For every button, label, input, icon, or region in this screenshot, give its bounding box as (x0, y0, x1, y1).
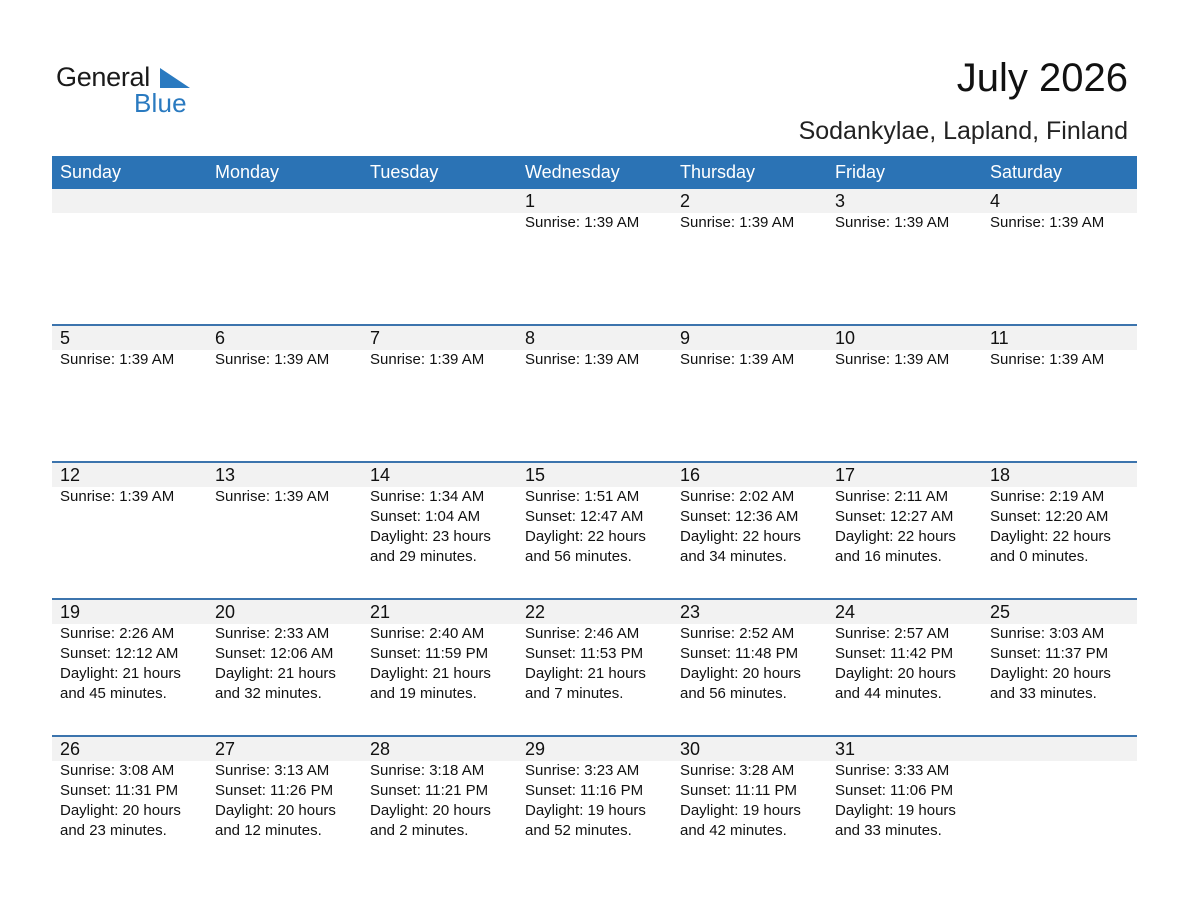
daylight-hours-text: Daylight: 23 hours (370, 528, 491, 545)
day-number: 25 (990, 602, 1011, 622)
day-number: 16 (680, 465, 701, 485)
day-number: 28 (370, 739, 391, 759)
weekday-tuesday: Tuesday (370, 162, 439, 182)
sunset-text: Sunset: 11:31 PM (60, 782, 179, 799)
day-number: 21 (370, 602, 391, 622)
sunrise-text: Sunrise: 2:40 AM (370, 625, 485, 642)
logo-text-blue: Blue (134, 88, 187, 118)
sunrise-text: Sunrise: 2:52 AM (680, 625, 795, 642)
sunrise-text: Sunrise: 1:39 AM (990, 351, 1105, 368)
week-row (52, 324, 1137, 461)
daylight-minutes-text: and 56 minutes. (525, 548, 632, 565)
daylight-hours-text: Daylight: 20 hours (680, 665, 801, 682)
sunrise-text: Sunrise: 1:39 AM (370, 351, 485, 368)
daylight-minutes-text: and 34 minutes. (680, 548, 787, 565)
sunrise-text: Sunrise: 3:18 AM (370, 762, 485, 779)
day-number: 31 (835, 739, 856, 759)
day-number: 30 (680, 739, 701, 759)
week-cells (52, 737, 1137, 841)
daylight-minutes-text: and 32 minutes. (215, 685, 322, 702)
sunrise-text: Sunrise: 2:46 AM (525, 625, 640, 642)
daylight-hours-text: Daylight: 21 hours (215, 665, 336, 682)
sunrise-text: Sunrise: 2:19 AM (990, 488, 1105, 505)
daylight-hours-text: Daylight: 22 hours (525, 528, 646, 545)
sunrise-text: Sunrise: 2:57 AM (835, 625, 950, 642)
day-cell (672, 737, 827, 841)
daylight-minutes-text: and 2 minutes. (370, 822, 469, 839)
weekday-wednesday: Wednesday (525, 162, 620, 182)
sunrise-text: Sunrise: 1:39 AM (835, 214, 950, 231)
daylight-hours-text: Daylight: 20 hours (215, 802, 336, 819)
page-title: July 2026 (956, 56, 1128, 100)
day-number: 14 (370, 465, 391, 485)
day-cell (982, 463, 1137, 567)
day-number: 29 (525, 739, 546, 759)
day-number: 1 (525, 191, 536, 211)
day-number: 8 (525, 328, 536, 348)
sunrise-text: Sunrise: 3:28 AM (680, 762, 795, 779)
sunrise-text: Sunrise: 1:51 AM (525, 488, 640, 505)
day-cell (362, 737, 517, 841)
daylight-hours-text: Daylight: 19 hours (835, 802, 956, 819)
week-cells (52, 600, 1137, 704)
daylight-hours-text: Daylight: 22 hours (835, 528, 956, 545)
week-row (52, 461, 1137, 598)
day-number (215, 189, 362, 213)
sunset-text: Sunset: 12:06 AM (215, 645, 334, 662)
day-number: 15 (525, 465, 546, 485)
day-number: 9 (680, 328, 691, 348)
daylight-minutes-text: and 44 minutes. (835, 685, 942, 702)
day-cell (672, 600, 827, 704)
day-cell (517, 600, 672, 704)
day-number: 2 (680, 191, 691, 211)
weekday-friday: Friday (835, 162, 886, 182)
brand-logo (56, 64, 196, 120)
day-number: 12 (60, 465, 81, 485)
day-cell (52, 189, 207, 233)
weekday-thursday: Thursday (680, 162, 756, 182)
day-number: 26 (60, 739, 81, 759)
weekday-header-row (52, 156, 1137, 189)
sunrise-text: Sunrise: 1:39 AM (60, 488, 175, 505)
day-cell (52, 326, 207, 370)
day-cell (362, 326, 517, 370)
day-cell (827, 189, 982, 233)
sunrise-text: Sunrise: 3:03 AM (990, 625, 1105, 642)
day-number: 27 (215, 739, 236, 759)
weekday-monday: Monday (215, 162, 280, 182)
sunrise-text: Sunrise: 1:39 AM (835, 351, 950, 368)
sunrise-text: Sunrise: 1:39 AM (680, 351, 795, 368)
sunset-text: Sunset: 12:36 AM (680, 508, 799, 525)
day-number: 20 (215, 602, 236, 622)
daylight-hours-text: Daylight: 21 hours (60, 665, 181, 682)
day-number: 3 (835, 191, 846, 211)
day-cell (982, 737, 1137, 841)
daylight-hours-text: Daylight: 20 hours (60, 802, 181, 819)
day-cell (207, 737, 362, 841)
sunset-text: Sunset: 1:04 AM (370, 508, 481, 525)
daylight-hours-text: Daylight: 22 hours (680, 528, 801, 545)
sunrise-text: Sunrise: 3:13 AM (215, 762, 330, 779)
sunset-text: Sunset: 11:59 PM (370, 645, 489, 662)
daylight-hours-text: Daylight: 20 hours (370, 802, 491, 819)
day-cell (672, 463, 827, 567)
day-number: 22 (525, 602, 546, 622)
day-cell (982, 600, 1137, 704)
week-row (52, 598, 1137, 735)
daylight-minutes-text: and 23 minutes. (60, 822, 167, 839)
day-number: 6 (215, 328, 226, 348)
day-number: 10 (835, 328, 856, 348)
sunset-text: Sunset: 11:42 PM (835, 645, 954, 662)
day-cell (827, 463, 982, 567)
week-cells (52, 189, 1137, 233)
calendar-grid (52, 156, 1137, 872)
weekday-sunday: Sunday (60, 162, 122, 182)
daylight-hours-text: Daylight: 22 hours (990, 528, 1111, 545)
sunrise-text: Sunrise: 1:39 AM (990, 214, 1105, 231)
sunrise-text: Sunrise: 2:11 AM (835, 488, 949, 505)
sunset-text: Sunset: 12:27 AM (835, 508, 954, 525)
day-number: 11 (990, 328, 1009, 348)
daylight-hours-text: Daylight: 21 hours (525, 665, 646, 682)
daylight-hours-text: Daylight: 19 hours (525, 802, 646, 819)
day-number: 23 (680, 602, 701, 622)
day-cell (982, 326, 1137, 370)
sunset-text: Sunset: 12:20 AM (990, 508, 1109, 525)
day-number: 17 (835, 465, 856, 485)
day-cell (827, 600, 982, 704)
daylight-hours-text: Daylight: 20 hours (990, 665, 1111, 682)
day-cell (672, 326, 827, 370)
day-cell (207, 189, 362, 233)
day-cell (827, 737, 982, 841)
sunrise-text: Sunrise: 1:39 AM (680, 214, 795, 231)
week-cells (52, 326, 1137, 370)
daylight-minutes-text: and 42 minutes. (680, 822, 787, 839)
daylight-minutes-text: and 33 minutes. (835, 822, 942, 839)
sunrise-text: Sunrise: 3:33 AM (835, 762, 950, 779)
daylight-minutes-text: and 33 minutes. (990, 685, 1097, 702)
day-number (990, 737, 1137, 761)
day-number: 13 (215, 465, 236, 485)
day-cell (207, 463, 362, 567)
sunrise-text: Sunrise: 2:02 AM (680, 488, 795, 505)
sunset-text: Sunset: 11:11 PM (680, 782, 798, 799)
daylight-minutes-text: and 29 minutes. (370, 548, 477, 565)
daylight-minutes-text: and 7 minutes. (525, 685, 624, 702)
daylight-minutes-text: and 16 minutes. (835, 548, 942, 565)
week-row (52, 735, 1137, 872)
daylight-minutes-text: and 52 minutes. (525, 822, 632, 839)
day-number: 4 (990, 191, 1001, 211)
sunrise-text: Sunrise: 1:39 AM (525, 351, 640, 368)
sunrise-text: Sunrise: 2:33 AM (215, 625, 330, 642)
logo-text-general: General (56, 62, 150, 92)
day-cell (517, 463, 672, 567)
daylight-minutes-text: and 56 minutes. (680, 685, 787, 702)
daylight-hours-text: Daylight: 20 hours (835, 665, 956, 682)
sunrise-text: Sunrise: 1:34 AM (370, 488, 485, 505)
sunset-text: Sunset: 11:16 PM (525, 782, 644, 799)
sunrise-text: Sunrise: 3:08 AM (60, 762, 175, 779)
sunset-text: Sunset: 11:37 PM (990, 645, 1109, 662)
daylight-minutes-text: and 19 minutes. (370, 685, 477, 702)
sunset-text: Sunset: 12:12 AM (60, 645, 179, 662)
sunrise-text: Sunrise: 1:39 AM (60, 351, 175, 368)
sunrise-text: Sunrise: 3:23 AM (525, 762, 640, 779)
day-number: 5 (60, 328, 71, 348)
day-number (370, 189, 517, 213)
sunset-text: Sunset: 11:53 PM (525, 645, 644, 662)
sunrise-text: Sunrise: 1:39 AM (215, 351, 330, 368)
daylight-minutes-text: and 0 minutes. (990, 548, 1089, 565)
day-cell (982, 189, 1137, 233)
day-cell (207, 600, 362, 704)
sunset-text: Sunset: 11:21 PM (370, 782, 489, 799)
day-number: 19 (60, 602, 81, 622)
daylight-minutes-text: and 12 minutes. (215, 822, 322, 839)
daylight-hours-text: Daylight: 19 hours (680, 802, 801, 819)
week-row (52, 189, 1137, 324)
daylight-minutes-text: and 45 minutes. (60, 685, 167, 702)
sunset-text: Sunset: 11:06 PM (835, 782, 954, 799)
sunrise-text: Sunrise: 2:26 AM (60, 625, 175, 642)
day-cell (362, 600, 517, 704)
day-cell (52, 600, 207, 704)
daylight-hours-text: Daylight: 21 hours (370, 665, 491, 682)
weeks-container (52, 189, 1137, 872)
sunrise-text: Sunrise: 1:39 AM (215, 488, 330, 505)
sunset-text: Sunset: 11:26 PM (215, 782, 334, 799)
day-cell (517, 737, 672, 841)
day-cell (827, 326, 982, 370)
day-number: 24 (835, 602, 856, 622)
weekday-saturday: Saturday (990, 162, 1063, 182)
day-number (60, 189, 207, 213)
day-cell (517, 326, 672, 370)
sunset-text: Sunset: 12:47 AM (525, 508, 644, 525)
day-number: 7 (370, 328, 381, 348)
day-cell (362, 463, 517, 567)
day-cell (52, 463, 207, 567)
day-cell (362, 189, 517, 233)
day-number: 18 (990, 465, 1011, 485)
location-subtitle: Sodankylae, Lapland, Finland (798, 117, 1128, 145)
day-cell (672, 189, 827, 233)
day-cell (517, 189, 672, 233)
sunrise-text: Sunrise: 1:39 AM (525, 214, 640, 231)
week-cells (52, 463, 1137, 567)
logo-triangle-icon (160, 68, 190, 88)
day-cell (52, 737, 207, 841)
day-cell (207, 326, 362, 370)
sunset-text: Sunset: 11:48 PM (680, 645, 799, 662)
